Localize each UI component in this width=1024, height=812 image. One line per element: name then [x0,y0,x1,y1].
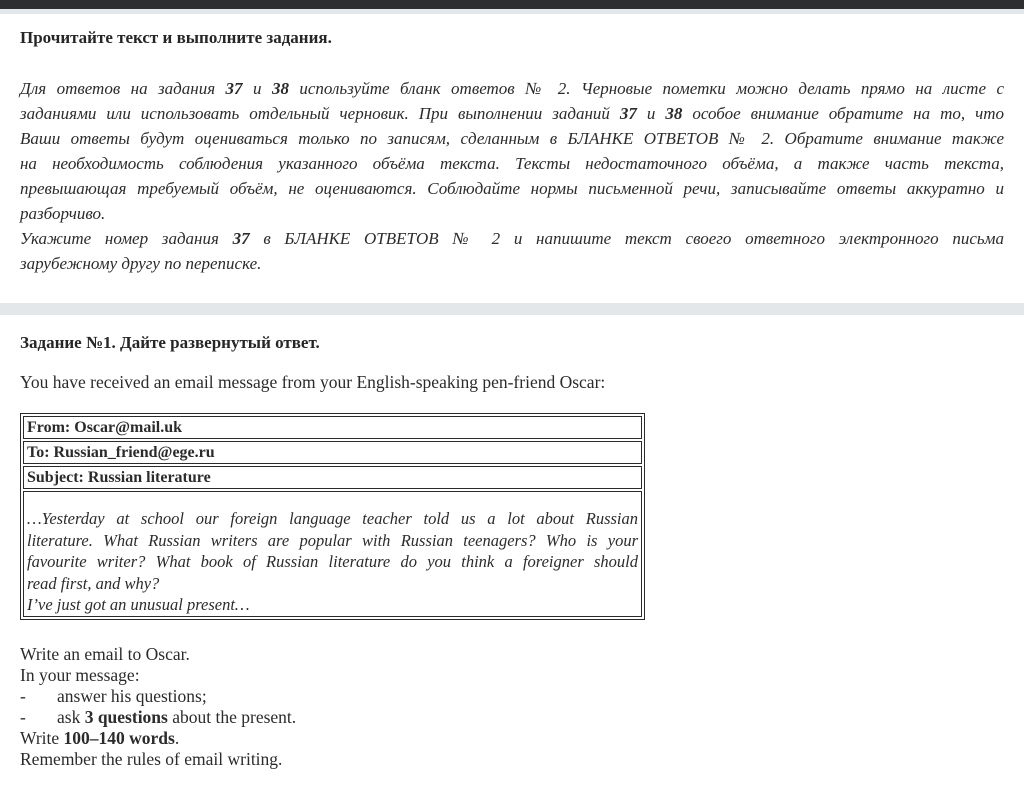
email-subject-row [23,466,642,489]
text-line: превышающая требуемый объём, не оцениваются. Соблюдайте нормы письменной речи, записывайте ответы аккуратно и [20,179,1004,198]
task-requirements [20,644,1004,770]
text-line: Для ответов на задания 37 и 38 используйте бланк ответов № 2. Черновые пометки можно делать прямо на листе с [20,79,1004,98]
text-line: read first, and why? [27,573,160,593]
paragraph [27,594,638,616]
text-line: Укажите номер задания 37 в БЛАНКЕ ОТВЕТОВ № 2 и напишите текст своего ответного электронного письма [20,229,1004,248]
text-line: I’ve just got an unusual present… [27,595,250,614]
email-to-row [23,441,642,464]
requirement-in-your-message: In your message: [20,664,140,685]
paragraph [27,508,638,594]
text-line: Ваши ответы будут оцениваться только по записям, сделанным в БЛАНКЕ ОТВЕТОВ № 2. Обратите внимание также [20,129,1004,148]
bullet-dash: - [20,685,26,706]
email-body-row [23,491,642,617]
requirement-word-count: Write 100–140 words. [20,727,180,748]
bullet-text-ask-questions: ask 3 questions about the present. [57,706,297,727]
text-line: на необходимость соблюдения указанного объёма текста. Тексты недостаточного объёма, а также часть текста, [20,154,1004,173]
email-message-table [20,413,645,620]
text-line: зарубежному другу по переписке. [20,254,262,273]
text-line: favourite writer? What book of Russian literature do you think a foreigner should [27,552,638,571]
paragraph [20,226,1004,276]
requirement-write-email: Write an email to Oscar. [20,643,190,664]
email-subject-field: Subject: Russian literature [23,466,642,489]
requirement-bullet-answer-questions [20,686,1004,707]
text-line: literature. What Russian writers are popular with Russian teenagers? Who is your [27,530,638,550]
email-body-text [23,491,642,617]
requirement-bullet-ask-questions [20,707,1004,728]
text-line: разборчиво. [20,204,106,223]
instructions-heading: Прочитайте текст и выполните задания. [20,28,332,47]
task-panel [0,315,1024,812]
bullet-text-answer-questions: answer his questions; [57,685,207,706]
text-line: …Yesterday at school our foreign language teacher told us a lot about Russian [27,509,638,528]
email-to-field: To: Russian_friend@ege.ru [23,441,642,464]
bullet-dash: - [20,706,26,727]
email-from-row [23,416,642,439]
requirement-email-rules: Remember the rules of email writing. [20,748,283,769]
task-intro: You have received an email message from your English-speaking pen-friend Oscar: [20,372,606,392]
email-from-field: From: Oscar@mail.uk [23,416,642,439]
instructions-panel [0,14,1024,303]
text-line: заданиями или использовать отдельный черновик. При выполнении заданий 37 и 38 особое внимание обратите на то, что [20,104,1005,123]
paragraph [20,76,1004,226]
task-heading: Задание №1. Дайте развернутый ответ. [20,333,320,352]
instructions-text [20,76,1004,276]
top-bar [0,0,1024,9]
